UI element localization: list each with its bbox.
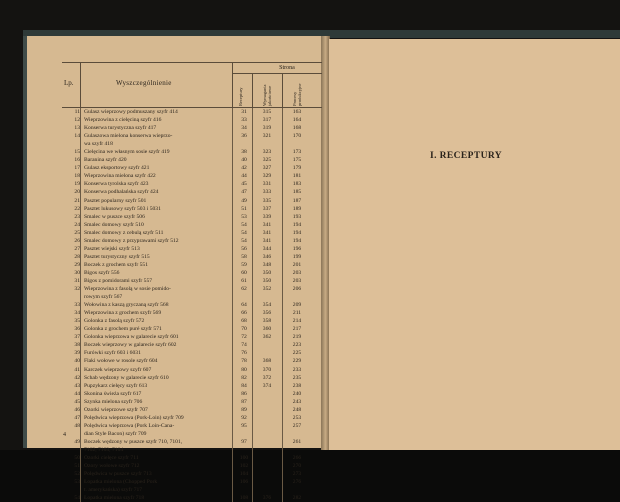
section-title: I. RECEPTURY [430,151,503,161]
header-subdivider [232,73,322,74]
row-page-receptury: 40 [241,157,247,164]
row-name: Wieprzowina z fasolą w sosie pomido- [84,286,171,293]
row-number: 21 [74,197,80,204]
row-name: Smalec domowy szyfr 510 [84,221,144,228]
table-row [62,156,322,164]
row-number: 49 [74,438,80,445]
row-name: Golonka z grochem puré szyfr 571 [84,326,162,333]
row-number: 54 [74,495,80,502]
row-page-receptury: 54 [241,237,247,244]
row-page-procesy: 175 [292,157,302,164]
row-name: Boczek z grochem szyfr 551 [84,261,148,268]
row-number: 46 [74,406,80,413]
row-name: Konserwa tyrolska szyfr 423 [84,181,149,188]
row-page-procesy: 217 [292,326,302,333]
row-page-receptury: 33 [241,117,247,124]
row-number: 45 [74,398,80,405]
row-page-receptury: 82 [241,374,247,381]
row-page-wymagania: 335 [262,197,272,204]
row-number: 52 [74,471,80,478]
row-name: Karczek wieprzowy szyfr 607 [84,366,152,373]
row-page-procesy: 273 [292,471,302,478]
table-row [62,357,322,365]
table-row [62,108,322,116]
row-page-receptury: 62 [241,286,247,293]
row-page-receptury: 74 [241,342,247,349]
row-page-procesy: 248 [292,406,302,413]
row-page-procesy: 261 [292,438,302,445]
row-number: 50 [74,455,80,462]
row-page-wymagania: 337 [262,205,272,212]
row-page-receptury: 53 [241,213,247,220]
row-page-procesy: 240 [292,390,302,397]
row-page-procesy: 225 [292,350,302,357]
header-divider [232,63,233,107]
row-page-procesy: 282 [292,495,302,502]
header-strona: Strona [279,65,295,71]
table-row [62,349,322,357]
table-row [62,269,322,277]
row-number: 15 [74,149,80,156]
row-name: Golonka z fasolą szyfr 572 [84,318,145,325]
row-page-receptury: 95 [241,422,247,429]
column-rule [232,108,233,502]
row-page-procesy: 179 [292,165,302,172]
row-number: 12 [74,117,80,124]
row-page-wymagania: 348 [262,261,272,268]
row-page-procesy: 194 [292,229,302,236]
row-page-receptury: 54 [241,221,247,228]
table-row [62,213,322,221]
row-number: 48 [74,422,80,429]
row-page-wymagania: 352 [262,286,272,293]
row-page-procesy: 164 [292,117,302,124]
header-lp: Lp. [64,79,74,87]
row-page-receptury: 106 [239,479,249,486]
row-page-wymagania: 329 [262,173,272,180]
row-number: 14 [74,133,80,140]
table-header [62,62,322,108]
row-name: Smalec w puszce szyfr 506 [84,213,145,220]
table-row [62,325,322,333]
row-name: Łopatka mielona szyfr 718 [84,495,145,502]
row-page-receptury: 104 [239,471,249,478]
row-page-receptury: 51 [241,205,247,212]
row-page-procesy: 181 [292,173,302,180]
table-row [62,398,322,406]
row-page-receptury: 42 [241,165,247,172]
row-page-procesy: 203 [292,269,302,276]
row-name: Ozory wołowe szyfr 712 [84,463,140,470]
row-page-wymagania: 323 [262,149,272,156]
table-row [62,285,322,293]
row-page-procesy: 199 [292,253,302,260]
row-page-wymagania: 327 [262,165,272,172]
row-page-procesy: 238 [292,382,302,389]
row-name: Pasztet popularny szyfr 501 [84,197,147,204]
table-row [62,494,322,502]
table-row [62,382,322,390]
row-page-wymagania: 362 [262,334,272,341]
table-row [62,172,322,180]
row-name: t. amerykańska) szyfr 717 [84,487,143,494]
row-name: Pasztet lukusowy szyfr 503 i 5031 [84,205,161,212]
table-row [62,164,322,172]
table-row [62,454,322,462]
row-page-procesy: 201 [292,261,302,268]
header-divider [282,73,283,107]
table-row [62,253,322,261]
row-name: Wieprzowina z cielęciną szyfr 416 [84,117,162,124]
row-page-procesy: 203 [292,277,302,284]
row-page-receptury: 34 [241,125,247,132]
table-row [62,197,322,205]
row-number: 40 [74,358,80,365]
table-row [62,301,322,309]
column-rule [252,108,253,502]
row-page-receptury: 36 [241,133,247,140]
header-divider [252,73,253,107]
row-name: Boczek wędzony w puszce szyfr 710, 7101, [84,438,183,445]
row-page-receptury: 78 [241,358,247,365]
row-name: Smalec domowy z cebulą szyfr 511 [84,229,164,236]
row-name: Gulaszowa mielona konserwa wieprzo- [84,133,173,140]
row-page-receptury: 76 [241,350,247,357]
row-name: Polędwica w puszce szyfr 713 [84,471,152,478]
header-col-wymagania: Wymagania jakościowe [262,84,272,106]
row-page-wymagania: 358 [262,318,272,325]
table-row [62,390,322,398]
row-page-procesy: 270 [292,463,302,470]
row-number: 22 [74,205,80,212]
row-page-procesy: 187 [292,197,302,204]
row-page-procesy: 257 [292,422,302,429]
row-page-wymagania: 374 [262,382,272,389]
row-page-receptury: 44 [241,173,247,180]
row-page-receptury: 89 [241,406,247,413]
row-number: 51 [74,463,80,470]
row-page-receptury: 64 [241,302,247,309]
row-name: Wołowina z kaszą gryczaną szyfr 568 [84,302,169,309]
row-page-receptury: 47 [241,189,247,196]
row-page-procesy: 196 [292,245,302,252]
row-page-procesy: 233 [292,366,302,373]
row-page-receptury: 31 [241,109,247,115]
table-row [62,245,322,253]
row-page-wymagania: 321 [262,133,272,140]
row-page-wymagania: 315 [262,109,272,115]
row-page-procesy: 168 [292,125,302,132]
table-row [62,180,322,188]
row-name: Bigos z pomidorami szyfr 557 [84,277,153,284]
row-page-wymagania: 325 [262,157,272,164]
row-page-receptury: 66 [241,310,247,317]
table-row [62,148,322,156]
table-row [62,333,322,341]
row-page-procesy: 163 [292,109,302,115]
row-page-wymagania: 354 [262,302,272,309]
row-name: Gulasz eksportowy szyfr 421 [84,165,150,172]
row-page-receptury: 68 [241,318,247,325]
table-row [62,366,322,374]
row-page-receptury: 72 [241,334,247,341]
page-number: 4 [63,432,66,438]
row-page-procesy: 194 [292,237,302,244]
row-name: Wieprzowina z grochem szyfr 569 [84,310,162,317]
row-page-procesy: 193 [292,213,302,220]
row-page-wymagania: 341 [262,237,272,244]
table-row [62,430,322,438]
row-page-wymagania: 350 [262,277,272,284]
row-number: 39 [74,350,80,357]
row-page-procesy: 211 [292,310,302,317]
row-page-receptury: 38 [241,149,247,156]
row-number: 29 [74,261,80,268]
column-rule [282,108,283,502]
row-name: Smalec domowy z przyprawami szyfr 512 [84,237,179,244]
table-body [62,108,322,502]
table-row [62,132,322,140]
row-page-procesy: 194 [292,221,302,228]
row-number: 26 [74,237,80,244]
table-row [62,124,322,132]
row-page-receptury: 58 [241,253,247,260]
row-page-wymagania: 350 [262,269,272,276]
header-col-receptury: Receptury [238,87,243,106]
row-number: 23 [74,213,80,220]
row-name: Polędwica wieprzowa (Pork Loin-Cana- [84,422,175,429]
row-page-wymagania: 360 [262,326,272,333]
row-number: 13 [74,125,80,132]
table-row [62,261,322,269]
row-page-receptury: 80 [241,366,247,373]
row-page-wymagania: 331 [262,181,272,188]
row-name: dian Style Bacon) szyfr 709 [84,430,147,437]
row-name: Gulasz wieprzowy podmuszany szyfr 414 [84,109,178,115]
row-page-procesy: 235 [292,374,302,381]
row-number: 20 [74,189,80,196]
row-name: Schab wędzony w galarecie szyfr 610 [84,374,169,381]
row-page-procesy: 206 [292,286,302,293]
row-page-wymagania: 333 [262,189,272,196]
row-number: 42 [74,374,80,381]
header-title: Wyszczególnienie [116,79,172,87]
table-row [62,221,322,229]
table-row [62,237,322,245]
row-page-wymagania: 319 [262,125,272,132]
row-number: 37 [74,334,80,341]
row-name: Ozorki cielęce szyfr 711 [84,455,139,462]
row-name: Pasztet turystyczny szyfr 515 [84,253,150,260]
row-name: wa szyfr 418 [84,141,113,148]
row-page-procesy: 185 [292,189,302,196]
table-row [62,116,322,124]
row-name: Cielęcina we własnym sosie szyfr 419 [84,149,170,156]
row-name: Golonka wieprzowa w galarecie szyfr 601 [84,334,179,341]
row-page-procesy: 219 [292,334,302,341]
row-page-wymagania: 341 [262,229,272,236]
row-number: 25 [74,229,80,236]
row-page-receptury: 108 [239,495,249,502]
row-number: 16 [74,157,80,164]
row-number: 33 [74,302,80,309]
header-divider [80,63,81,107]
row-page-wymagania: 368 [262,358,272,365]
row-page-receptury: 49 [241,197,247,204]
row-page-receptury: 100 [239,455,249,462]
row-page-procesy: 223 [292,342,302,349]
row-page-receptury: 87 [241,398,247,405]
row-page-procesy: 229 [292,358,302,365]
row-page-receptury: 86 [241,390,247,397]
table-row [62,140,322,148]
row-page-procesy: 173 [292,149,302,156]
row-page-wymagania: 372 [262,374,272,381]
row-name: Polędwica wieprzowa (Pork-Loin) szyfr 709 [84,414,184,421]
row-number: 44 [74,390,80,397]
row-number: 11 [74,109,80,115]
row-page-procesy: 189 [292,205,302,212]
row-page-receptury: 92 [241,414,247,421]
row-page-procesy: 253 [292,414,302,421]
row-page-wymagania: 346 [262,253,272,260]
row-page-wymagania: 317 [262,117,272,124]
row-number: 27 [74,245,80,252]
row-number: 38 [74,342,80,349]
table-row [62,486,322,494]
row-number: 47 [74,414,80,421]
column-rule [80,108,81,502]
row-page-receptury: 70 [241,326,247,333]
table-row [62,422,322,430]
header-col-procesy: Procesy produkcyjne [292,83,302,106]
row-number: 31 [74,277,80,284]
row-number: 32 [74,286,80,293]
row-name: Pasztet wiejski szyfr 513 [84,245,140,252]
table-row [62,293,322,301]
row-page-wymagania: 370 [262,366,272,373]
row-name: Boczek wieprzowy w galarecie szyfr 602 [84,342,177,349]
table-row [62,406,322,414]
row-name: Łopatka mielona (Chopped Pork [84,479,158,486]
row-number: 18 [74,173,80,180]
row-name: Pupzykarz cielęcy szyfr 613 [84,382,148,389]
row-number: 28 [74,253,80,260]
row-page-procesy: 266 [292,455,302,462]
table-row [62,309,322,317]
table-row [62,277,322,285]
contents-table [62,62,322,502]
row-number: 53 [74,479,80,486]
row-page-procesy: 170 [292,133,302,140]
row-name: Wieprzowina mielona szyfr 422 [84,173,156,180]
row-number: 17 [74,165,80,172]
table-row [62,462,322,470]
row-page-receptury: 60 [241,269,247,276]
row-name: Baranina szyfr 420 [84,157,127,164]
row-page-wymagania: 344 [262,245,272,252]
table-row [62,205,322,213]
row-page-wymagania: 376 [262,495,272,502]
table-row [62,414,322,422]
row-page-procesy: 214 [292,318,302,325]
row-name: Konserwa podhalańska szyfr 424 [84,189,159,196]
row-name: 7102, 7103, 7104 [84,446,124,453]
row-page-procesy: 243 [292,398,302,405]
row-name: rowym szyfr 567 [84,294,123,301]
row-number: 41 [74,366,80,373]
row-number: 24 [74,221,80,228]
row-number: 19 [74,181,80,188]
table-row [62,341,322,349]
table-row [62,229,322,237]
table-row [62,374,322,382]
table-row [62,317,322,325]
row-page-procesy: 276 [292,479,302,486]
row-page-wymagania: 356 [262,310,272,317]
row-number: 34 [74,310,80,317]
row-page-receptury: 59 [241,261,247,268]
table-row [62,438,322,446]
row-page-receptury: 56 [241,245,247,252]
table-row [62,188,322,196]
right-page [329,39,620,450]
row-page-receptury: 102 [239,463,249,470]
row-page-procesy: 183 [292,181,302,188]
row-number: 30 [74,269,80,276]
row-name: Furówki szyfr 603 i 6031 [84,350,141,357]
row-page-procesy: 209 [292,302,302,309]
row-number: 36 [74,326,80,333]
row-page-receptury: 45 [241,181,247,188]
table-row [62,478,322,486]
row-name: Bigos szyfr 556 [84,269,120,276]
row-number: 43 [74,382,80,389]
table-row [62,470,322,478]
row-page-wymagania: 339 [262,213,272,220]
row-page-receptury: 61 [241,277,247,284]
row-number: 35 [74,318,80,325]
row-page-receptury: 54 [241,229,247,236]
row-page-receptury: 84 [241,382,247,389]
row-name: Szynka mielona szyfr 706 [84,398,143,405]
row-name: Flaki wołowe w rosole szyfr 604 [84,358,158,365]
row-page-wymagania: 341 [262,221,272,228]
row-name: Ozorki wieprzowe szyfr 707 [84,406,148,413]
row-name: Skonina świeża szyfr 617 [84,390,142,397]
row-page-receptury: 97 [241,438,247,445]
row-name: Konserwa turystyczna szyfr 417 [84,125,157,132]
